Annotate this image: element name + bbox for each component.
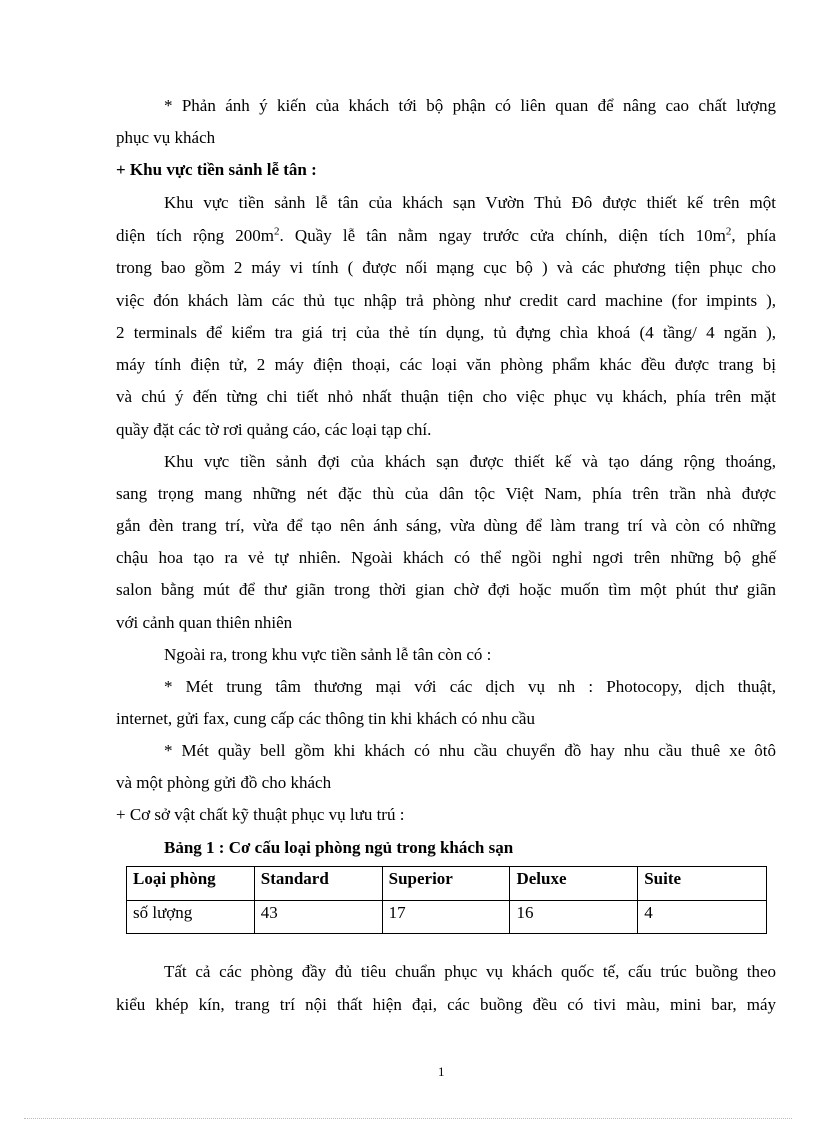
table-cell: số lượng — [127, 900, 255, 934]
page-footer-rule — [24, 1118, 792, 1119]
paragraph-line: gắn đèn trang trí, vừa để tạo nên ánh sáng, vừa dùng để làm trang trí và còn có những — [116, 516, 776, 535]
text-span: . Quầy lễ tân nằm ngay trước cửa chính, diện tích 10m — [279, 226, 726, 245]
paragraph-line: Tất cả các phòng đầy đủ tiêu chuẩn phục vụ khách quốc tế, cấu trúc buồng theo — [164, 962, 776, 981]
paragraph-line: Ngoài ra, trong khu vực tiền sảnh lễ tân còn có : — [164, 645, 492, 664]
paragraph-line: với cảnh quan thiên nhiên — [116, 613, 293, 632]
paragraph-line: trong bao gồm 2 máy vi tính ( được nối mạng cục bộ ) và các phương tiện phục cho — [116, 258, 776, 277]
superscript: 2 — [274, 225, 280, 238]
paragraph-line: sang trọng mang những nét đặc thù của dân tộc Việt Nam, phía trên trần nhà được — [116, 484, 776, 503]
paragraph-line: và một phòng gửi đồ cho khách — [116, 773, 332, 792]
table-cell: 4 — [638, 900, 767, 934]
room-type-table — [126, 866, 767, 934]
paragraph-line: 2 terminals để kiểm tra giá trị của thẻ tín dụng, tủ đựng chìa khoá (4 tầng/ 4 ngăn ), — [116, 323, 776, 342]
paragraph-line: quầy đặt các tờ rơi quảng cáo, các loại tạp chí. — [116, 420, 432, 439]
superscript: 2 — [725, 225, 732, 238]
section-heading: + Cơ sở vật chất kỹ thuật phục vụ lưu trú : — [116, 805, 405, 824]
table-caption: Bảng 1 : Cơ cấu loại phòng ngủ trong khách sạn — [164, 838, 514, 857]
table-header-cell: Standard — [254, 867, 382, 901]
table-cell: 17 — [382, 900, 510, 934]
page-number: 1 — [438, 1064, 445, 1079]
paragraph-line: Khu vực tiền sảnh lễ tân của khách sạn Vườn Thủ Đô được thiết kế trên một — [164, 193, 776, 212]
table-cell: 43 — [254, 900, 382, 934]
paragraph-line: internet, gửi fax, cung cấp các thông tin khi khách có nhu cầu — [116, 709, 535, 728]
table-header-cell: Deluxe — [510, 867, 638, 901]
table-header-cell: Superior — [382, 867, 510, 901]
paragraph-line: chậu hoa tạo ra vẻ tự nhiên. Ngoài khách có thể ngồi nghỉ ngơi trên những bộ ghế — [116, 548, 776, 567]
paragraph-line: kiểu khép kín, trang trí nội thất hiện đại, các buồng đều có tivi màu, mini bar, máy — [116, 995, 776, 1014]
table-header-row — [127, 867, 767, 901]
text-span: diện tích rộng 200m — [116, 226, 275, 245]
paragraph-line — [116, 226, 776, 246]
paragraph-line: * Mét quầy bell gồm khi khách có nhu cầu chuyển đồ hay nhu cầu thuê xe ôtô — [164, 741, 776, 760]
paragraph-line: việc đón khách làm các thủ tục nhập trả phòng như credit card machine (for impints ), — [116, 291, 776, 310]
table-header-cell: Loại phòng — [127, 867, 255, 901]
paragraph-line: và chú ý đến từng chi tiết nhỏ nhất thuận tiện cho việc phục vụ khách, phía trên mặt — [116, 387, 776, 406]
paragraph-line: * Mét trung tâm thương mại với các dịch vụ nh : Photocopy, dịch thuật, — [164, 677, 776, 696]
table-cell: 16 — [510, 900, 638, 934]
table-row — [127, 900, 767, 934]
section-heading: + Khu vực tiền sảnh lễ tân : — [116, 160, 317, 179]
text-span: , phía — [731, 226, 776, 245]
paragraph-line: máy tính điện tử, 2 máy điện thoại, các loại văn phòng phẩm khác đều được trang bị — [116, 355, 776, 374]
paragraph-line: salon bằng mút để thư giãn trong thời gian chờ đợi hoặc muốn tìm một phút thư giãn — [116, 580, 776, 599]
paragraph-line: * Phản ánh ý kiến của khách tới bộ phận có liên quan để nâng cao chất lượng — [164, 96, 776, 115]
table-header-cell: Suite — [638, 867, 767, 901]
paragraph-line: phục vụ khách — [116, 128, 216, 147]
paragraph-line: Khu vực tiền sảnh đợi của khách sạn được thiết kế và tạo dáng rộng thoáng, — [164, 452, 776, 471]
